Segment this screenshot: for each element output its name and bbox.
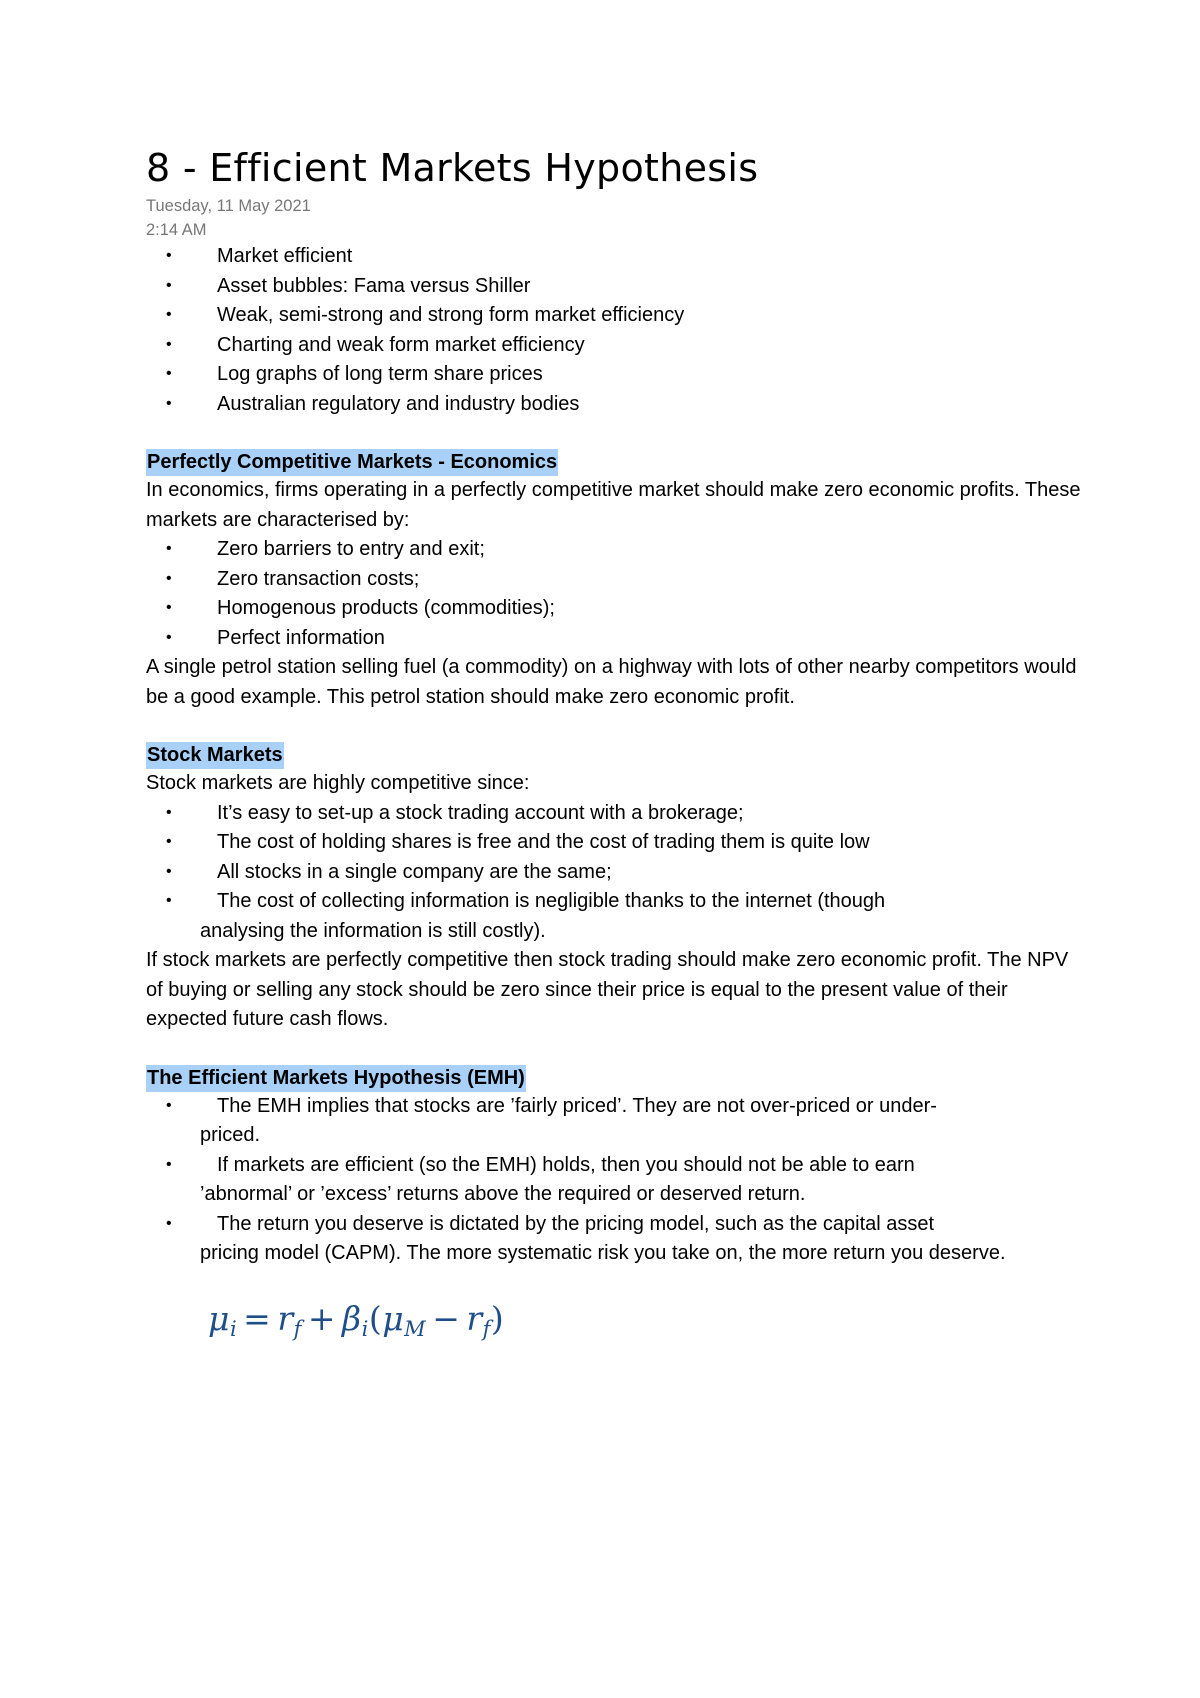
bullet-icon: • xyxy=(166,306,172,323)
bullet-icon: • xyxy=(166,1096,172,1114)
list-item-text-continued: pricing model (CAPM). The more systematic risk you take on, the more return you deserve. xyxy=(200,1242,1006,1264)
formula-operator: − xyxy=(432,1298,461,1338)
stock-list xyxy=(146,799,1086,947)
section-intro: In economics, firms operating in a perfectly competitive market should make zero economic profits. These markets are characterised by: xyxy=(146,479,1081,531)
emh-list xyxy=(146,1092,1086,1269)
bullet-icon: • xyxy=(166,247,172,264)
bullet-icon: • xyxy=(166,1214,172,1232)
list-item-text-continued: priced. xyxy=(200,1124,261,1146)
formula-subscript: i xyxy=(229,1316,238,1341)
list-item xyxy=(146,331,1086,361)
bullet-icon: • xyxy=(166,394,172,412)
list-item xyxy=(146,858,1086,888)
formula-subscript: f xyxy=(482,1316,491,1341)
overview-list xyxy=(146,242,1086,419)
list-item xyxy=(146,624,1086,654)
formula-symbol: β xyxy=(342,1298,362,1338)
list-item xyxy=(146,301,1086,331)
list-item-text: It’s easy to set-up a stock trading account with a brokerage; xyxy=(217,801,744,824)
section-heading: Perfectly Competitive Markets - Economics xyxy=(146,449,558,476)
bullet-icon: • xyxy=(166,335,172,353)
list-item-text: Asset bubbles: Fama versus Shiller xyxy=(217,274,531,297)
section-conclusion: If stock markets are perfectly competitive then stock trading should make zero economic profit. The NPV of buying or selling any stock should be zero since their price is equal to the present value of their expected future cash flows. xyxy=(146,949,1069,1030)
bullet-icon: • xyxy=(166,276,172,294)
bullet-icon: • xyxy=(166,833,172,850)
list-item-text-continued: analysing the information is still costly). xyxy=(200,919,546,942)
bullet-icon: • xyxy=(166,628,172,646)
formula-symbol: r xyxy=(466,1298,483,1338)
list-item xyxy=(146,272,1086,302)
formula-paren: ( xyxy=(368,1298,383,1338)
bullet-icon: • xyxy=(166,892,172,909)
list-item-text: All stocks in a single company are the same; xyxy=(217,860,612,883)
page-date: Tuesday, 11 May 2021 xyxy=(146,197,311,215)
capm-formula xyxy=(208,1299,1086,1341)
page-title: 8 - Efficient Markets Hypothesis xyxy=(146,146,759,190)
section-heading: Stock Markets xyxy=(146,742,284,769)
bullet-icon: • xyxy=(166,862,172,880)
list-item xyxy=(146,594,1086,624)
list-item-text: The return you deserve is dictated by the pricing model, such as the capital asset xyxy=(217,1212,935,1235)
document-page xyxy=(146,142,1086,1341)
list-item-text: Market efficient xyxy=(217,245,353,267)
bullet-icon: • xyxy=(166,365,172,382)
formula-symbol: μ xyxy=(382,1298,405,1338)
formula-operator: + xyxy=(307,1298,337,1338)
list-item xyxy=(146,242,1086,272)
list-item-text: The EMH implies that stocks are ’fairly priced’. They are not over-priced or under- xyxy=(217,1094,937,1117)
section-intro: Stock markets are highly competitive since: xyxy=(146,772,530,794)
list-item xyxy=(146,828,1086,858)
formula-paren: ) xyxy=(490,1298,505,1338)
list-item-text: Perfect information xyxy=(217,626,385,649)
list-item-text: Zero transaction costs; xyxy=(217,567,420,590)
list-item-text: Zero barriers to entry and exit; xyxy=(217,538,485,560)
formula-symbol: μ xyxy=(208,1298,230,1338)
bullet-icon: • xyxy=(166,599,172,616)
list-item-text: Log graphs of long term share prices xyxy=(217,363,543,385)
list-item xyxy=(146,1210,1086,1269)
bullet-icon: • xyxy=(166,540,172,557)
section-heading: The Efficient Markets Hypothesis (EMH) xyxy=(146,1065,526,1092)
bullet-icon: • xyxy=(166,569,172,587)
section-emh xyxy=(146,1065,1086,1341)
bullet-icon: • xyxy=(166,803,172,821)
formula-subscript: i xyxy=(361,1316,369,1341)
list-item xyxy=(146,360,1086,390)
list-item-text: The cost of collecting information is negligible thanks to the internet (though xyxy=(217,890,886,912)
list-item xyxy=(146,1092,1086,1151)
list-item xyxy=(146,535,1086,565)
list-item xyxy=(146,887,1086,946)
section-stock xyxy=(146,742,1086,1035)
list-item xyxy=(146,390,1086,420)
list-item xyxy=(146,565,1086,595)
section-example: A single petrol station selling fuel (a commodity) on a highway with lots of other nearby competitors would be a good example. This petrol station should make zero economic profit. xyxy=(146,656,1077,708)
page-time: 2:14 AM xyxy=(146,221,207,239)
section-pcm xyxy=(146,449,1086,712)
list-item-text: The cost of holding shares is free and the cost of trading them is quite low xyxy=(217,831,870,853)
list-item-text: Weak, semi-strong and strong form market efficiency xyxy=(217,304,685,326)
formula-operator: = xyxy=(243,1298,272,1338)
list-item-text: Homogenous products (commodities); xyxy=(217,597,555,619)
formula-subscript: f xyxy=(293,1316,302,1341)
formula-subscript: M xyxy=(404,1316,427,1341)
bullet-icon: • xyxy=(166,1155,172,1173)
list-item xyxy=(146,799,1086,829)
list-item xyxy=(146,1151,1086,1210)
list-item-text: Australian regulatory and industry bodies xyxy=(217,392,580,415)
list-item-text-continued: ’abnormal’ or ’excess’ returns above the required or deserved return. xyxy=(200,1183,806,1205)
formula-symbol: r xyxy=(277,1298,294,1338)
list-item-text: Charting and weak form market efficiency xyxy=(217,333,585,356)
list-item-text: If markets are efficient (so the EMH) holds, then you should not be able to earn xyxy=(217,1153,915,1176)
pcm-list xyxy=(146,535,1086,653)
